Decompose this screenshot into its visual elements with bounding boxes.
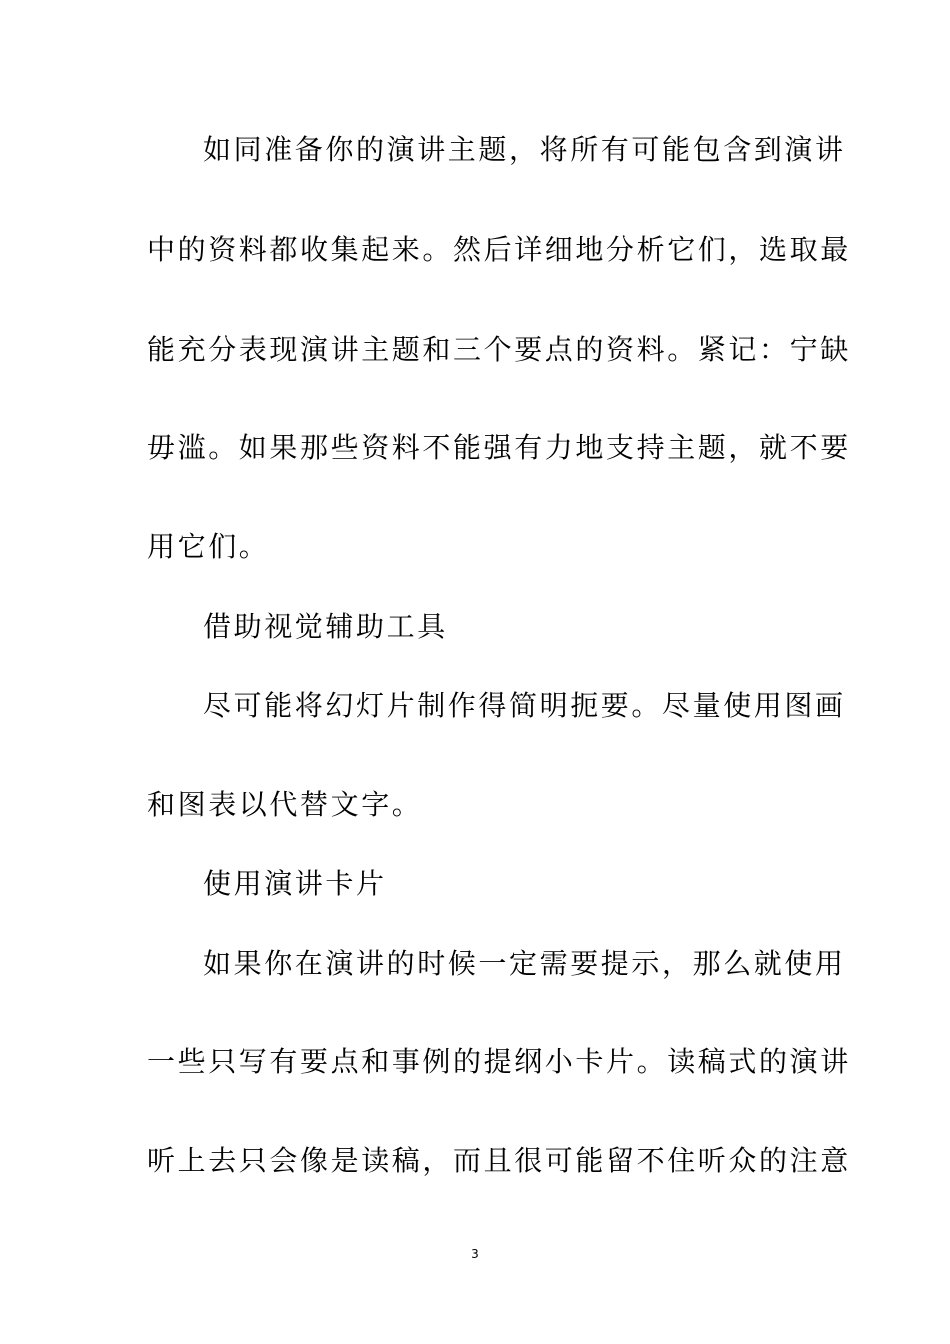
- paragraph-1-line-1: 如同准备你的演讲主题，将所有可能包含到演讲: [203, 133, 846, 166]
- paragraph-2-line-1: 尽可能将幻灯片制作得简明扼要。尽量使用图画: [203, 689, 846, 722]
- paragraph-3-line-1: 如果你在演讲的时候一定需要提示，那么就使用: [203, 947, 846, 980]
- paragraph-2-line-2: 和图表以代替文字。: [147, 788, 423, 821]
- paragraph-1-line-2: 中的资料都收集起来。然后详细地分析它们，选取最: [147, 233, 851, 266]
- paragraph-1-line-4: 毋滥。如果那些资料不能强有力地支持主题，就不要: [147, 431, 851, 464]
- page-number: 3: [471, 1247, 479, 1261]
- section-heading-speech-cards: 使用演讲卡片: [203, 867, 387, 900]
- paragraph-1-line-5: 用它们。: [147, 530, 270, 563]
- paragraph-3-line-2: 一些只写有要点和事例的提纲小卡片。读稿式的演讲: [147, 1045, 851, 1078]
- paragraph-1-line-3: 能充分表现演讲主题和三个要点的资料。紧记：宁缺: [147, 333, 851, 366]
- section-heading-visual-aids: 借助视觉辅助工具: [203, 610, 448, 643]
- paragraph-3-line-3: 听上去只会像是读稿，而且很可能留不住听众的注意: [147, 1144, 851, 1177]
